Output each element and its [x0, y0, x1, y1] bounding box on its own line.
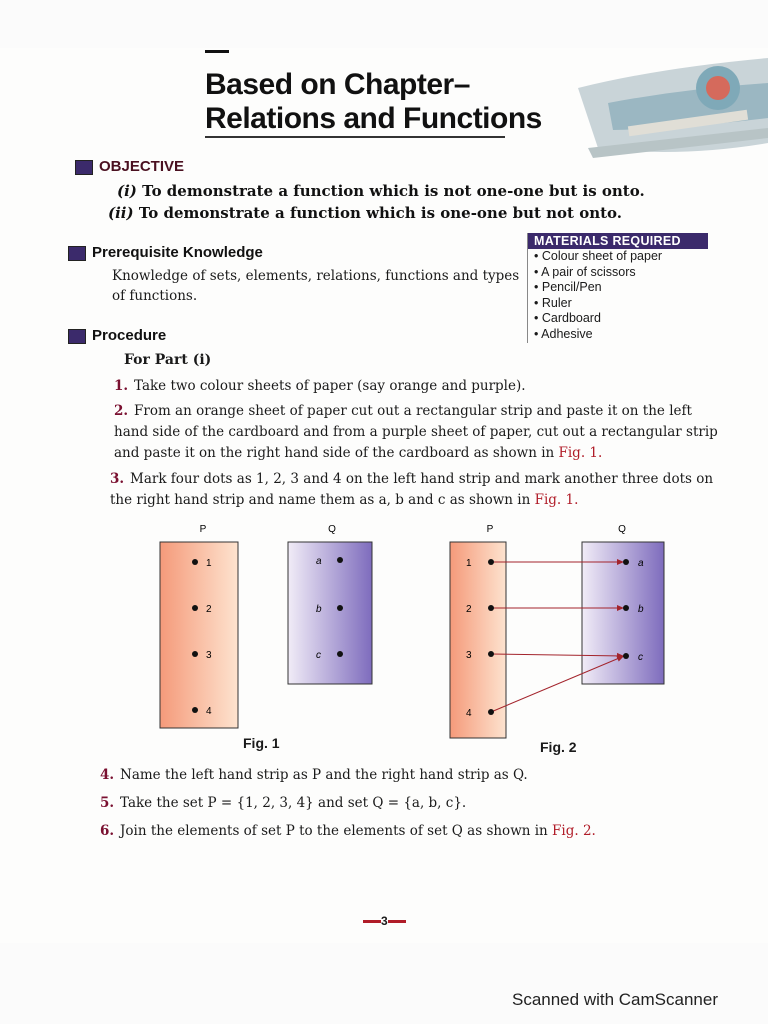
title-line-2: Relations and Functions	[205, 102, 542, 135]
fig1-q-dot	[337, 605, 343, 611]
title-line-1: Based on Chapter–	[205, 68, 470, 101]
prerequisite-text: Knowledge of sets, elements, relations, functions and types of functions.	[112, 268, 520, 304]
fig2-set-q-label: Q	[618, 524, 626, 535]
material-item: • Cardboard	[528, 311, 708, 327]
procedure-step: 6. Join the elements of set P to the elements of set Q as shown in Fig. 2.	[100, 823, 596, 839]
materials-heading: MATERIALS REQUIRED	[528, 233, 708, 249]
procedure-step: 2. From an orange sheet of paper cut out a rectangular strip and paste it on the left hand side of the cardboard and from a purple sheet of paper, cut out a rectangular strip and paste it on the right hand side of the cardboard as shown in Fig. 1.	[114, 403, 718, 461]
fig1-p-label: 2	[206, 604, 212, 615]
fig2-strip-p	[450, 542, 506, 738]
fig1-q-dot	[337, 651, 343, 657]
procedure-step: 4. Name the left hand strip as P and the right hand strip as Q.	[100, 767, 528, 783]
fig1-p-dot	[192, 605, 198, 611]
material-item: • Adhesive	[528, 327, 708, 343]
header-decoration-image	[518, 48, 768, 188]
part-label: For Part (i)	[124, 352, 212, 368]
fig1-strip-p	[160, 542, 238, 728]
scanner-watermark: Scanned with CamScanner	[511, 990, 718, 1009]
fig1-caption: Fig. 1	[243, 735, 280, 751]
fig2-p-label: 4	[466, 708, 472, 719]
procedure-heading: Procedure	[68, 327, 166, 344]
fig1-set-q-label: Q	[328, 524, 336, 535]
fig2-caption: Fig. 2	[540, 739, 577, 755]
fig2-p-dot	[488, 651, 494, 657]
fig1-q-dot	[337, 557, 343, 563]
fig1-strip-q	[288, 542, 372, 684]
square-bullet-icon	[75, 160, 93, 175]
fig1-set-p-label: P	[199, 524, 207, 535]
fig1-p-dot	[192, 707, 198, 713]
figures-diagram	[150, 520, 670, 760]
material-item: • Pencil/Pen	[528, 280, 708, 296]
fig2	[450, 524, 664, 738]
material-item: • Ruler	[528, 296, 708, 312]
fig2-p-label: 2	[466, 604, 472, 615]
fig1-q-label: c	[316, 650, 321, 661]
procedure-step: 3. Mark four dots as 1, 2, 3 and 4 on the left hand strip and mark another three dots on the right hand strip and name them as a, b and c as shown in Fig. 1.	[110, 471, 714, 508]
square-bullet-icon	[68, 329, 86, 344]
fig2-q-dot	[623, 559, 629, 565]
prerequisite-heading: Prerequisite Knowledge	[68, 244, 263, 261]
fig1-p-label: 4	[206, 706, 212, 717]
fig2-p-dot	[488, 709, 494, 715]
fig2-strip-q	[582, 542, 664, 684]
fig1-p-label: 1	[206, 558, 212, 569]
fig2-p-dot	[488, 605, 494, 611]
fig1	[160, 524, 372, 728]
objective-item: (ii) To demonstrate a function which is one-one but not onto.	[108, 204, 623, 222]
fig1-q-label: b	[316, 604, 322, 615]
procedure-step: 1. Take two colour sheets of paper (say orange and purple).	[114, 378, 526, 394]
page-title	[205, 68, 542, 136]
fig2-q-dot	[623, 653, 629, 659]
title-dash	[205, 50, 229, 53]
procedure-step: 5. Take the set P = {1, 2, 3, 4} and set Q = {a, b, c}.	[100, 795, 467, 811]
fig1-p-dot	[192, 559, 198, 565]
square-bullet-icon	[68, 246, 86, 261]
title-underline	[205, 136, 505, 138]
objective-heading: OBJECTIVE	[75, 158, 184, 175]
material-item: • Colour sheet of paper	[528, 249, 708, 265]
fig2-q-label: c	[638, 652, 643, 663]
fig2-p-dot	[488, 559, 494, 565]
fig1-p-dot	[192, 651, 198, 657]
fig2-q-label: b	[638, 604, 644, 615]
materials-box	[527, 233, 708, 343]
fig2-q-dot	[623, 605, 629, 611]
fig2-p-label: 3	[466, 650, 472, 661]
fig1-q-label: a	[316, 556, 322, 567]
page-number: 3	[363, 914, 406, 928]
objective-item: (i) To demonstrate a function which is not one-one but is onto.	[117, 182, 645, 200]
fig2-p-label: 1	[466, 558, 472, 569]
material-item: • A pair of scissors	[528, 265, 708, 281]
fig2-q-label: a	[638, 558, 644, 569]
fig2-set-p-label: P	[486, 524, 494, 535]
fig1-p-label: 3	[206, 650, 212, 661]
